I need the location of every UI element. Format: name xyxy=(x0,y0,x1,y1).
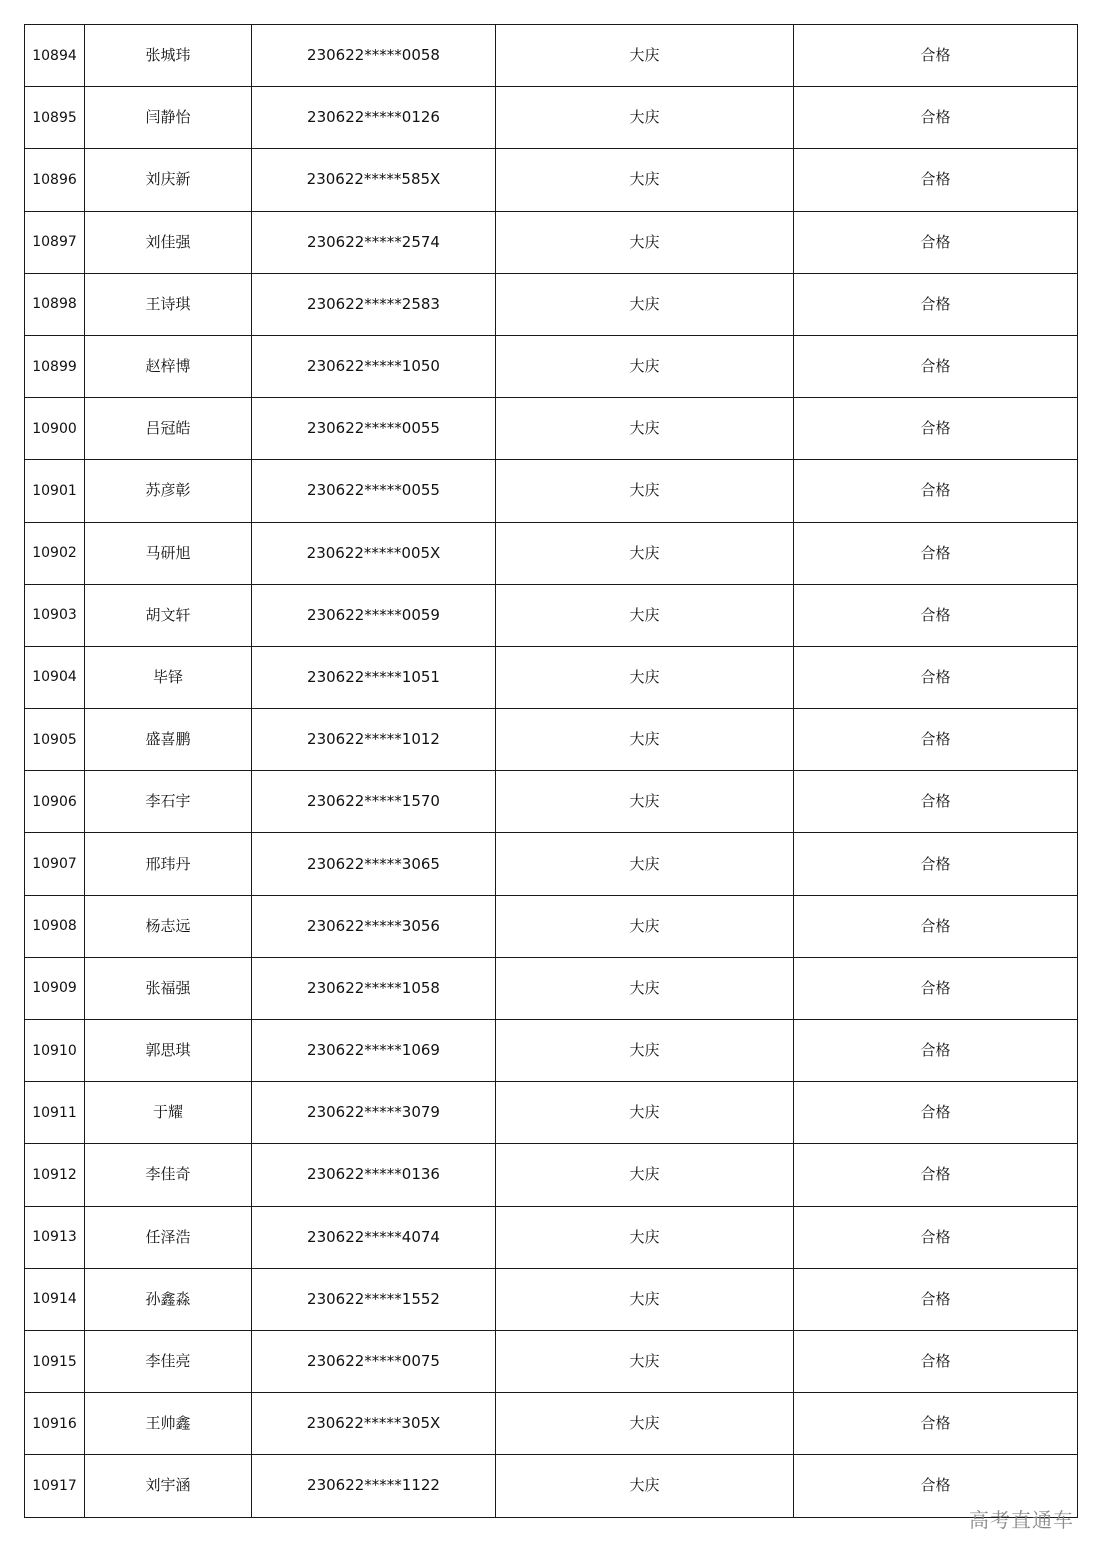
cell-id-number: 230622*****2574 xyxy=(252,211,496,273)
cell-result: 合格 xyxy=(794,1144,1078,1206)
cell-region: 大庆 xyxy=(496,460,794,522)
cell-seq-number: 10913 xyxy=(25,1206,85,1268)
cell-id-number: 230622*****1058 xyxy=(252,957,496,1019)
cell-seq-number: 10908 xyxy=(25,895,85,957)
cell-result: 合格 xyxy=(794,895,1078,957)
cell-name: 赵梓博 xyxy=(85,335,252,397)
table-row xyxy=(25,833,1078,895)
cell-region: 大庆 xyxy=(496,584,794,646)
cell-id-number: 230622*****1570 xyxy=(252,771,496,833)
table-row xyxy=(25,25,1078,87)
table-row xyxy=(25,1455,1078,1517)
cell-name: 吕冠皓 xyxy=(85,398,252,460)
cell-name: 任泽浩 xyxy=(85,1206,252,1268)
cell-name: 王诗琪 xyxy=(85,273,252,335)
cell-result: 合格 xyxy=(794,957,1078,1019)
cell-region: 大庆 xyxy=(496,25,794,87)
cell-region: 大庆 xyxy=(496,335,794,397)
table-row xyxy=(25,957,1078,1019)
cell-result: 合格 xyxy=(794,460,1078,522)
cell-id-number: 230622*****0075 xyxy=(252,1330,496,1392)
cell-result: 合格 xyxy=(794,149,1078,211)
cell-result: 合格 xyxy=(794,87,1078,149)
cell-name: 胡文轩 xyxy=(85,584,252,646)
watermark-text: 高考直通车 xyxy=(969,1508,1074,1532)
cell-seq-number: 10905 xyxy=(25,709,85,771)
table-row xyxy=(25,273,1078,335)
cell-result: 合格 xyxy=(794,1020,1078,1082)
cell-seq-number: 10900 xyxy=(25,398,85,460)
cell-region: 大庆 xyxy=(496,149,794,211)
cell-name: 王帅鑫 xyxy=(85,1393,252,1455)
cell-seq-number: 10915 xyxy=(25,1330,85,1392)
cell-seq-number: 10899 xyxy=(25,335,85,397)
cell-result: 合格 xyxy=(794,335,1078,397)
cell-name: 毕铎 xyxy=(85,646,252,708)
cell-name: 郭思琪 xyxy=(85,1020,252,1082)
cell-result: 合格 xyxy=(794,709,1078,771)
cell-result: 合格 xyxy=(794,1455,1078,1517)
table-row xyxy=(25,1206,1078,1268)
cell-region: 大庆 xyxy=(496,895,794,957)
cell-id-number: 230622*****2583 xyxy=(252,273,496,335)
table-row xyxy=(25,522,1078,584)
cell-seq-number: 10906 xyxy=(25,771,85,833)
cell-id-number: 230622*****0055 xyxy=(252,398,496,460)
cell-name: 刘宇涵 xyxy=(85,1455,252,1517)
cell-name: 李佳奇 xyxy=(85,1144,252,1206)
cell-region: 大庆 xyxy=(496,957,794,1019)
results-table xyxy=(24,24,1078,1518)
table-row xyxy=(25,335,1078,397)
cell-name: 孙鑫淼 xyxy=(85,1268,252,1330)
table-row xyxy=(25,1393,1078,1455)
cell-seq-number: 10917 xyxy=(25,1455,85,1517)
cell-id-number: 230622*****005X xyxy=(252,522,496,584)
table-row xyxy=(25,771,1078,833)
cell-name: 闫静怡 xyxy=(85,87,252,149)
cell-name: 李石宇 xyxy=(85,771,252,833)
cell-name: 李佳亮 xyxy=(85,1330,252,1392)
cell-region: 大庆 xyxy=(496,1206,794,1268)
cell-result: 合格 xyxy=(794,646,1078,708)
cell-region: 大庆 xyxy=(496,87,794,149)
cell-id-number: 230622*****1122 xyxy=(252,1455,496,1517)
table-row xyxy=(25,1020,1078,1082)
cell-name: 盛喜鹏 xyxy=(85,709,252,771)
cell-result: 合格 xyxy=(794,1082,1078,1144)
cell-id-number: 230622*****3056 xyxy=(252,895,496,957)
cell-id-number: 230622*****1051 xyxy=(252,646,496,708)
table-row xyxy=(25,1144,1078,1206)
table-row xyxy=(25,87,1078,149)
cell-id-number: 230622*****585X xyxy=(252,149,496,211)
table-row xyxy=(25,895,1078,957)
cell-id-number: 230622*****3079 xyxy=(252,1082,496,1144)
cell-id-number: 230622*****1012 xyxy=(252,709,496,771)
cell-seq-number: 10895 xyxy=(25,87,85,149)
cell-region: 大庆 xyxy=(496,1455,794,1517)
cell-result: 合格 xyxy=(794,273,1078,335)
results-table-body xyxy=(25,25,1078,1518)
cell-seq-number: 10914 xyxy=(25,1268,85,1330)
cell-seq-number: 10903 xyxy=(25,584,85,646)
cell-seq-number: 10898 xyxy=(25,273,85,335)
cell-id-number: 230622*****1050 xyxy=(252,335,496,397)
cell-name: 张城玮 xyxy=(85,25,252,87)
table-row xyxy=(25,1330,1078,1392)
cell-id-number: 230622*****0136 xyxy=(252,1144,496,1206)
cell-seq-number: 10907 xyxy=(25,833,85,895)
cell-id-number: 230622*****0058 xyxy=(252,25,496,87)
cell-id-number: 230622*****1552 xyxy=(252,1268,496,1330)
cell-name: 于耀 xyxy=(85,1082,252,1144)
table-row xyxy=(25,709,1078,771)
cell-region: 大庆 xyxy=(496,709,794,771)
cell-region: 大庆 xyxy=(496,1268,794,1330)
cell-seq-number: 10897 xyxy=(25,211,85,273)
cell-seq-number: 10909 xyxy=(25,957,85,1019)
cell-name: 刘佳强 xyxy=(85,211,252,273)
table-row xyxy=(25,584,1078,646)
cell-region: 大庆 xyxy=(496,211,794,273)
cell-name: 邢玮丹 xyxy=(85,833,252,895)
cell-seq-number: 10910 xyxy=(25,1020,85,1082)
cell-seq-number: 10894 xyxy=(25,25,85,87)
table-row xyxy=(25,460,1078,522)
cell-id-number: 230622*****4074 xyxy=(252,1206,496,1268)
cell-region: 大庆 xyxy=(496,522,794,584)
table-row xyxy=(25,149,1078,211)
cell-result: 合格 xyxy=(794,1268,1078,1330)
cell-region: 大庆 xyxy=(496,833,794,895)
cell-region: 大庆 xyxy=(496,1144,794,1206)
cell-region: 大庆 xyxy=(496,398,794,460)
table-row xyxy=(25,398,1078,460)
table-row xyxy=(25,1268,1078,1330)
cell-result: 合格 xyxy=(794,833,1078,895)
cell-result: 合格 xyxy=(794,1330,1078,1392)
cell-seq-number: 10901 xyxy=(25,460,85,522)
cell-id-number: 230622*****0055 xyxy=(252,460,496,522)
cell-region: 大庆 xyxy=(496,771,794,833)
cell-result: 合格 xyxy=(794,1206,1078,1268)
cell-id-number: 230622*****305X xyxy=(252,1393,496,1455)
cell-region: 大庆 xyxy=(496,646,794,708)
cell-region: 大庆 xyxy=(496,1020,794,1082)
cell-name: 马研旭 xyxy=(85,522,252,584)
cell-seq-number: 10896 xyxy=(25,149,85,211)
cell-region: 大庆 xyxy=(496,1082,794,1144)
cell-name: 刘庆新 xyxy=(85,149,252,211)
cell-region: 大庆 xyxy=(496,1330,794,1392)
cell-id-number: 230622*****3065 xyxy=(252,833,496,895)
cell-result: 合格 xyxy=(794,25,1078,87)
cell-name: 苏彦彰 xyxy=(85,460,252,522)
cell-seq-number: 10916 xyxy=(25,1393,85,1455)
cell-id-number: 230622*****0059 xyxy=(252,584,496,646)
cell-seq-number: 10911 xyxy=(25,1082,85,1144)
cell-name: 张福强 xyxy=(85,957,252,1019)
cell-result: 合格 xyxy=(794,771,1078,833)
cell-region: 大庆 xyxy=(496,273,794,335)
table-row xyxy=(25,211,1078,273)
cell-result: 合格 xyxy=(794,522,1078,584)
cell-seq-number: 10912 xyxy=(25,1144,85,1206)
cell-seq-number: 10904 xyxy=(25,646,85,708)
cell-result: 合格 xyxy=(794,1393,1078,1455)
cell-region: 大庆 xyxy=(496,1393,794,1455)
table-row xyxy=(25,1082,1078,1144)
table-row xyxy=(25,646,1078,708)
cell-name: 杨志远 xyxy=(85,895,252,957)
cell-seq-number: 10902 xyxy=(25,522,85,584)
cell-id-number: 230622*****1069 xyxy=(252,1020,496,1082)
cell-result: 合格 xyxy=(794,211,1078,273)
cell-id-number: 230622*****0126 xyxy=(252,87,496,149)
cell-result: 合格 xyxy=(794,584,1078,646)
cell-result: 合格 xyxy=(794,398,1078,460)
